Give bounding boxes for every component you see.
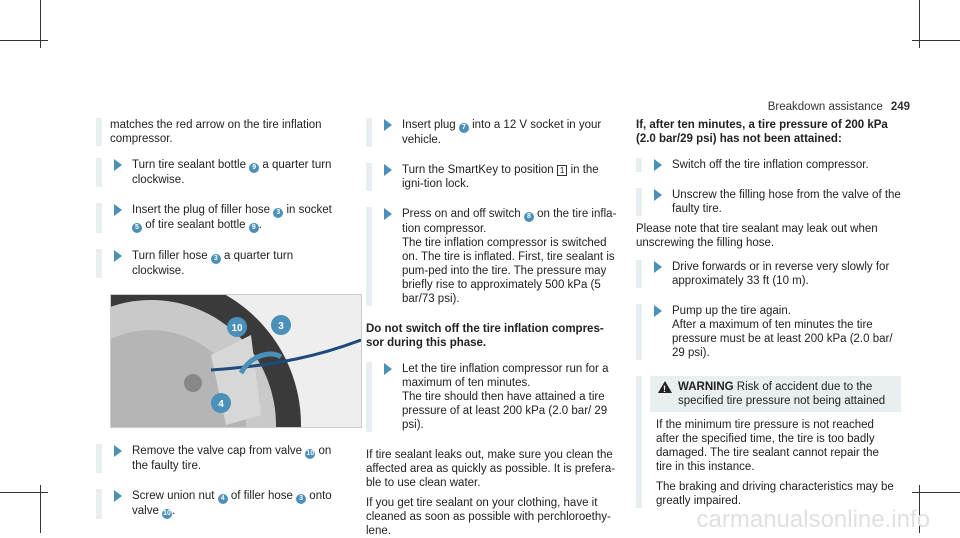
callout-badge: 10 [306, 450, 315, 457]
step: Turn filler hose 3 a quarter turn clockwise. [96, 249, 336, 278]
crop-mark [0, 492, 48, 493]
bold-heading: If, after ten minutes, a tire pressure of 200 kPa (2.0 bar/29 psi) has not been attained: [636, 119, 888, 145]
step: Pump up the tire again. After a maximum of ten minutes the tire pressure must be at least 200 kPa (2.0 bar/ 29 psi). [636, 304, 901, 360]
step: Screw union nut 4 of filler hose 3 onto valve 10. [96, 489, 336, 519]
column-left [96, 118, 336, 535]
step: Turn tire sealant bottle 9 a quarter turn clockwise. [96, 158, 336, 187]
step-arrow-icon [654, 189, 662, 201]
callout-badge: 3 [296, 494, 306, 504]
paragraph: If you get tire sealant on your clothing, have it cleaned as soon as possible with perchloroethy-lene. [366, 497, 611, 537]
page-header [768, 100, 910, 114]
image-callout-label: 4 [218, 399, 224, 410]
callout-badge: 10 [163, 510, 171, 517]
watermark: carmanualsonline.info [696, 506, 930, 533]
paragraph: Please note that tire sealant may leak out when unscrewing the filling hose. [636, 223, 878, 249]
step-arrow-icon [654, 261, 662, 273]
warning-triangle-icon [658, 381, 672, 393]
section-title: Breakdown assistance [767, 101, 883, 113]
step-arrow-icon [384, 363, 392, 375]
step: Switch off the tire inflation compressor. [636, 158, 901, 172]
callout-badge: 3 [273, 208, 283, 218]
image-callout-label: 10 [231, 323, 243, 334]
step-arrow-icon [114, 204, 122, 216]
crop-mark [912, 40, 960, 41]
column-right [636, 118, 901, 508]
step-arrow-icon [114, 250, 122, 262]
crop-mark [912, 492, 960, 493]
warning-title: WARNING [678, 381, 734, 393]
column-middle [366, 118, 619, 538]
bold-heading: Do not switch off the tire inflation compres-sor during this phase. [366, 323, 604, 349]
tire-valve-illustration [110, 294, 362, 428]
warning-subtitle: Risk of accident due to the specified tire pressure not being attained [678, 381, 886, 407]
step-arrow-icon [384, 119, 392, 131]
step: Insert plug 7 into a 12 V socket in your vehicle. [366, 118, 619, 147]
step-arrow-icon [384, 164, 392, 176]
step: Insert the plug of filler hose 3 in socket 5 of tire sealant bottle 9 . [96, 203, 336, 233]
warning-box [636, 376, 901, 508]
step: Turn the SmartKey to position 1 in the igni-tion lock. [366, 163, 619, 191]
callout-badge: 9 [249, 163, 259, 173]
callout-badge: 7 [459, 123, 469, 133]
warning-header [650, 376, 901, 412]
step-arrow-icon [114, 490, 122, 502]
step: Press on and off switch 8 on the tire infla-tion compressor. The tire inflation compressor is switched on. The tire is inflated. First, tire sealant is pum-ped into the tire. The pressure may briefly rise to approximately 500 kPa (5 bar/73 psi). [366, 207, 619, 306]
paragraph: If tire sealant leaks out, make sure you clean the affected area as quickly as possible. It is prefera-ble to use clean water. [366, 449, 616, 489]
warning-body: If the minimum tire pressure is not reached after the specified time, the tire is too badly damaged. The tire sealant cannot repair the tire in this instance. The braking and driving characteristics may be greatly impaired. [656, 419, 894, 507]
callout-badge: 5 [132, 223, 142, 233]
step-arrow-icon [384, 208, 392, 220]
step: Drive forwards or in reverse very slowly for approximately 33 ft (10 m). [636, 260, 901, 288]
image-callout-label: 3 [278, 321, 284, 332]
page-number: 249 [890, 101, 910, 113]
step-arrow-icon [654, 159, 662, 171]
continued-text: matches the red arrow on the tire inflation compressor. [96, 118, 336, 146]
step-arrow-icon [114, 445, 122, 457]
step: Unscrew the filling hose from the valve of the faulty tire. [636, 188, 901, 216]
step: Remove the valve cap from valve 10 on the faulty tire. [96, 444, 336, 473]
callout-badge: 4 [218, 494, 228, 504]
callout-badge: 8 [524, 212, 534, 222]
callout-badge: 9 [249, 223, 259, 233]
step: Let the tire inflation compressor run for a maximum of ten minutes. The tire should then have attained a tire pressure of at least 200 kPa (2.0 bar/ 29 psi). [366, 362, 619, 432]
step-arrow-icon [654, 305, 662, 317]
step-arrow-icon [114, 159, 122, 171]
key-position-symbol: 1 [557, 165, 567, 176]
callout-badge: 3 [211, 254, 221, 264]
crop-mark [0, 40, 48, 41]
